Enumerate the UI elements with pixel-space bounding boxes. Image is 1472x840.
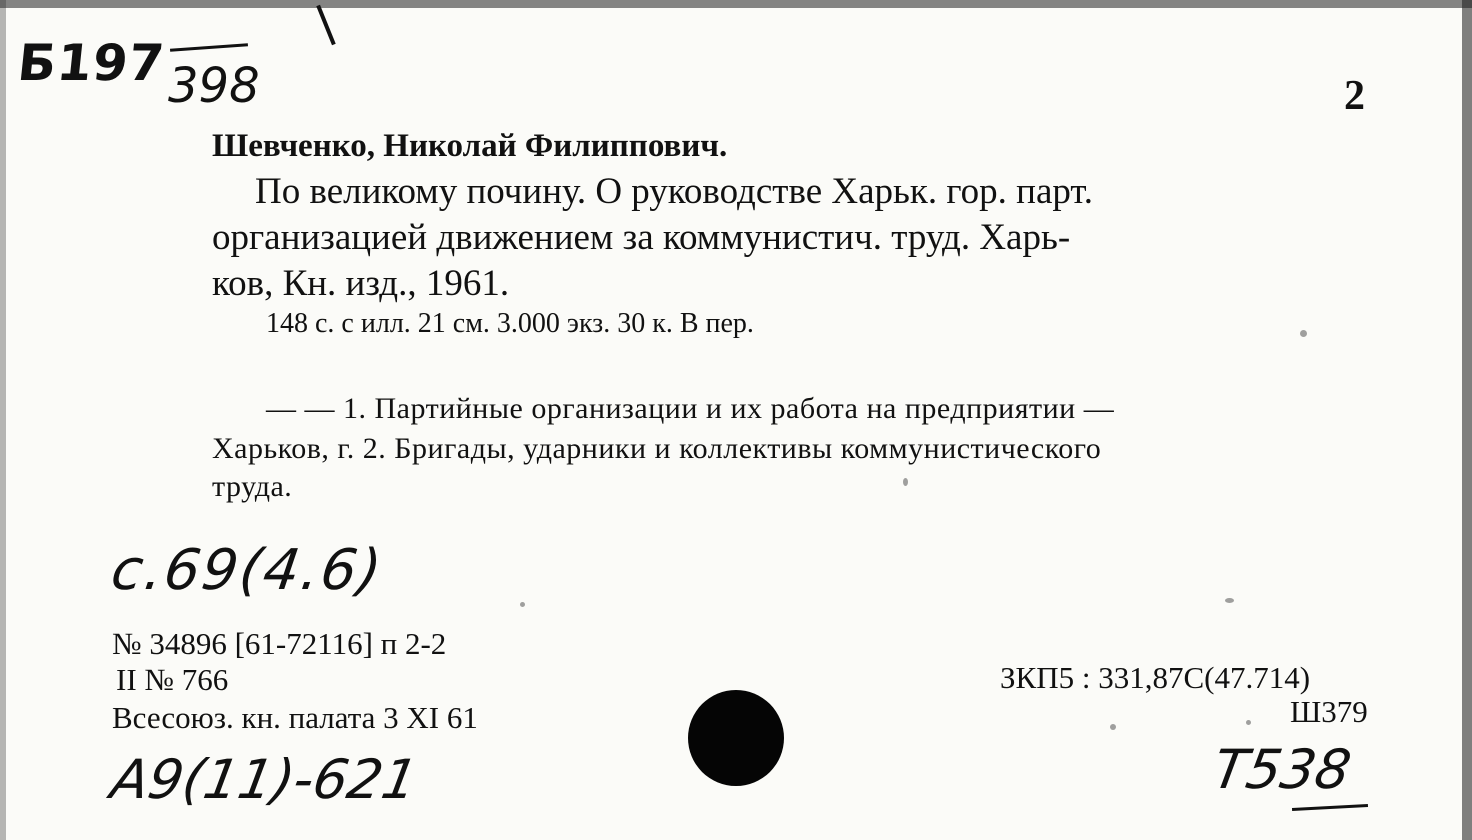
handwritten-classification: с.69(4.6) [107, 538, 388, 603]
handwritten-shelfmark: Б197 [14, 34, 168, 92]
card-number: 2 [1344, 73, 1365, 119]
subject-line: Харьков, г. 2. Бригады, ударники и коллективы коммунистического [212, 432, 1102, 465]
card-top-edge [0, 0, 1472, 8]
title-line: По великому почину. О руководстве Харьк. гор. парт. [255, 171, 1094, 212]
handwritten-catalog-code: А9(11)-621 [106, 748, 423, 811]
ink-speck [903, 478, 908, 486]
card-right-edge [1462, 0, 1472, 840]
physical-description: 148 с. с илл. 21 см. 3.000 экз. 30 к. В пер. [266, 308, 754, 339]
ink-speck [520, 602, 525, 607]
author-mark: Ш379 [1290, 694, 1368, 729]
classification-code: ЗКП5 : 331,87С(47.714) [1000, 660, 1311, 695]
inventory-number: № 34896 [61-72116] п 2-2 [112, 626, 447, 661]
title-line: ков, Кн. изд., 1961. [212, 263, 510, 304]
ink-speck [1246, 720, 1251, 725]
author-heading: Шевченко, Николай Филиппович. [212, 128, 728, 164]
card-left-edge [0, 0, 6, 840]
book-chamber-stamp: Всесоюз. кн. палата 3 XI 61 [112, 700, 478, 735]
subject-line: труда. [212, 470, 293, 503]
punch-hole [688, 690, 784, 786]
subject-line: — — 1. Партийные организации и их работа на предприятии — [266, 392, 1115, 425]
handwritten-shelfmark-sub: 398 [168, 58, 260, 114]
accession-underline [1292, 804, 1368, 811]
ink-speck [1110, 724, 1116, 730]
pencil-tick-mark [316, 5, 335, 45]
ink-speck [1225, 598, 1234, 603]
ink-speck [1300, 330, 1307, 337]
shelfmark-overline [170, 43, 248, 51]
handwritten-accession-number: Т538 [1208, 738, 1356, 801]
title-line: организацией движением за коммунистич. труд. Харь- [212, 217, 1071, 258]
serial-number: II № 766 [116, 662, 229, 697]
